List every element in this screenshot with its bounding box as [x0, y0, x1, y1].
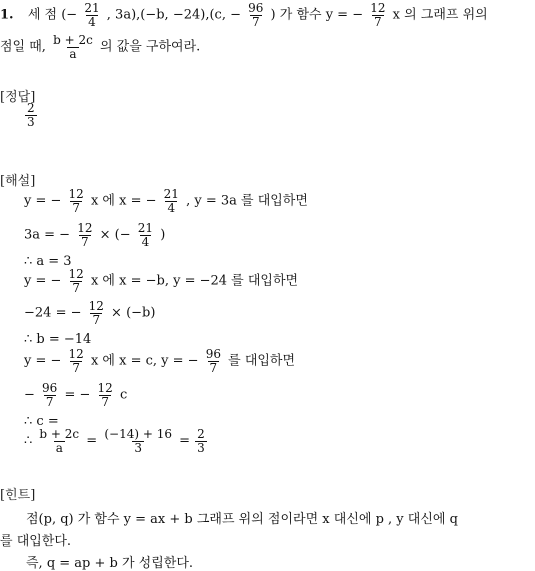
fraction: $\frac{12}{7}$: [68, 347, 84, 375]
answer-value: [24, 102, 38, 128]
solution-line: y = − $\frac{12}{7}$ x 에 x = c, y = − $\frac{96}{7}$ 를 대입하면: [24, 347, 296, 375]
solution-line: − $\frac{96}{7}$ = − $\frac{12}{7}$ c: [24, 381, 128, 409]
fraction: $\frac{21}{4}$: [137, 221, 154, 249]
answer-label: [정답]: [0, 90, 36, 105]
question-line-2: [0, 34, 200, 60]
fraction: $\frac{b + 2c}{a}$: [39, 427, 80, 455]
question-line-1: [0, 2, 488, 28]
hint-label: [힌트]: [0, 488, 36, 503]
question-text-1b: , 3a),(−b, −24),(c, −: [106, 7, 241, 23]
solution-line: ∴ a = 3: [24, 254, 72, 269]
fraction: $\frac{12}{7}$: [68, 267, 84, 295]
fraction: $\frac{21}{4}$: [163, 187, 179, 215]
question-text-1d: x 의 그래프 위의: [392, 7, 488, 23]
fraction: $\frac{b + 2c}{a}$: [53, 33, 93, 61]
solution-line: y = − $\frac{12}{7}$ x 에 x = − $\frac{21}{4}$ , y = 3a 를 대입하면: [24, 187, 308, 215]
fraction: $\frac{2}{3}$: [197, 427, 205, 455]
fraction: $\frac{21}{4}$: [84, 1, 100, 29]
solution-label: [해설]: [0, 174, 36, 189]
fraction: $\frac{12}{7}$: [77, 221, 93, 249]
solution-line: y = − $\frac{12}{7}$ x 에 x = −b, y = −24 를 대입하면: [24, 267, 299, 295]
solution-line: ∴ c =: [24, 414, 59, 429]
fraction: $\frac{2}{3}$: [27, 101, 35, 129]
question-text-2a: 점일 때,: [0, 39, 46, 55]
hint-line-3: 즉, q = ap + b 가 성립한다.: [26, 556, 194, 571]
fraction: $\frac{12}{7}$: [68, 187, 84, 215]
fraction: $\frac{12}{7}$: [88, 299, 104, 327]
solution-line: 3a = − $\frac{12}{7}$ × (− $\frac{21}{4}$ ): [24, 221, 166, 249]
solution-line: ∴ b = −14: [24, 332, 92, 347]
question-text-1c: ) 가 함수 y = −: [270, 7, 364, 23]
fraction: $\frac{12}{7}$: [97, 381, 113, 409]
fraction: $\frac{(-14) + 16}{3}$: [104, 427, 172, 455]
fraction: $\frac{96}{7}$: [42, 381, 58, 409]
question-text-2b: 의 값을 구하여라.: [99, 39, 201, 55]
question-text-1a: 세 점 (−: [27, 7, 78, 23]
hint-line-2: 를 대입한다.: [0, 534, 72, 549]
fraction: $\frac{12}{7}$: [370, 1, 386, 29]
solution-line: −24 = − $\frac{12}{7}$ × (−b): [24, 299, 156, 327]
hint-line-1: 점(p, q) 가 함수 y = ax + b 그래프 위의 점이라면 x 대신에 p , y 대신에 q: [26, 512, 458, 527]
solution-line: ∴ $\frac{b + 2c}{a}$ = $\frac{(-14) + 16}{3}$ = $\frac{2}{3}$: [24, 427, 205, 455]
fraction: $\frac{96}{7}$: [205, 347, 221, 375]
question-number: 1.: [0, 7, 14, 23]
fraction: $\frac{96}{7}$: [248, 1, 264, 29]
